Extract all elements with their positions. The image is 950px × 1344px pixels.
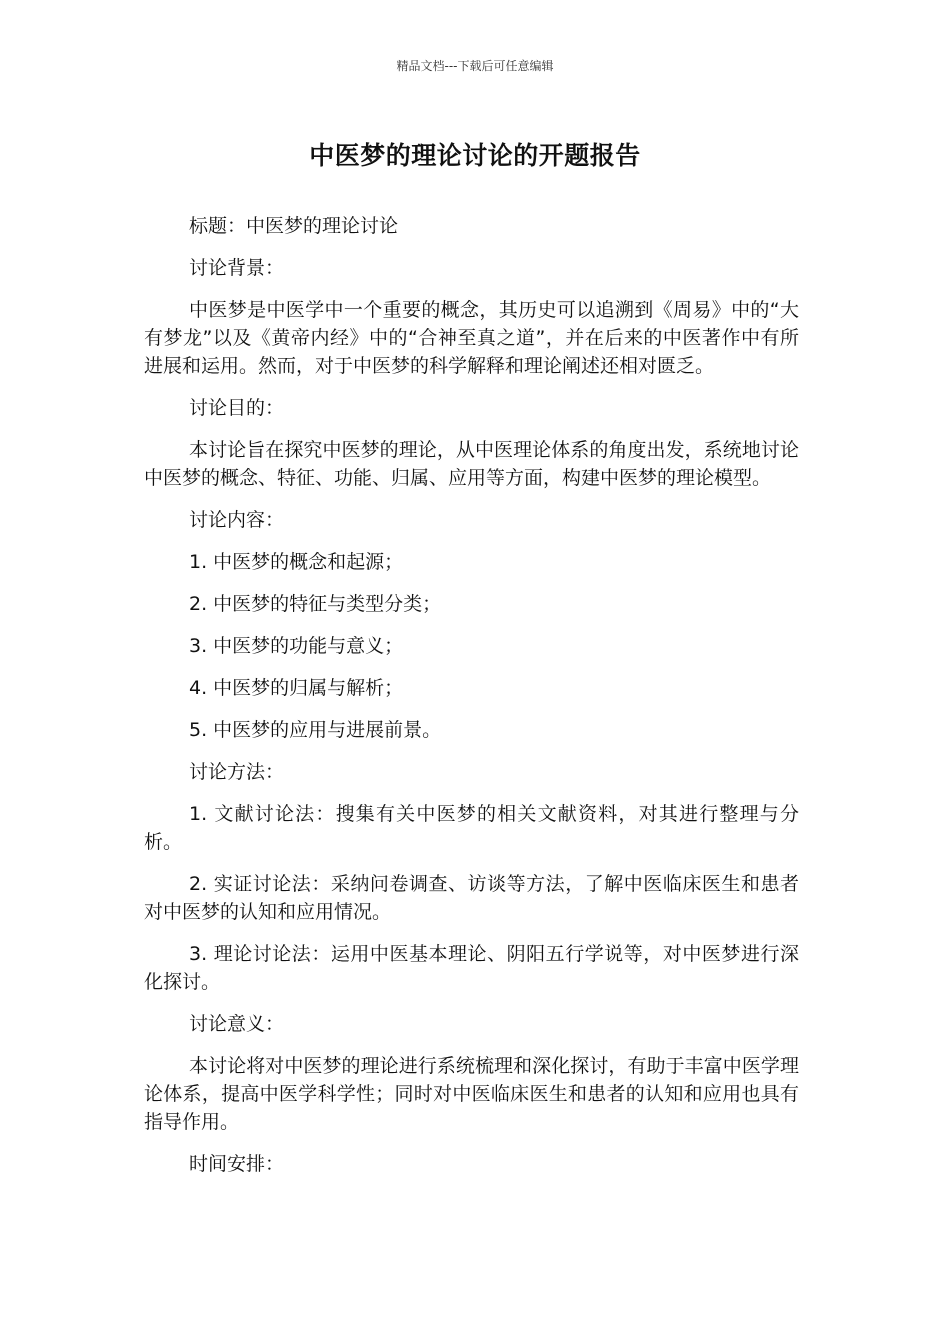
paragraph-purpose: 本讨论旨在探究中医梦的理论，从中医理论体系的角度出发，系统地讨论中医梦的概念、特征、功能、归属、应用等方面，构建中医梦的理论模型。 bbox=[144, 439, 799, 489]
list-item: 1. 中医梦的概念和起源； bbox=[189, 551, 404, 573]
heading-purpose: 讨论目的： bbox=[189, 397, 285, 419]
page-header-note: 精品文档---下载后可任意编辑 bbox=[396, 59, 554, 73]
heading-methods: 讨论方法： bbox=[189, 761, 285, 783]
method-item: 1. 文献讨论法：搜集有关中医梦的相关文献资料，对其进行整理与分析。 bbox=[144, 803, 799, 853]
list-item: 3. 中医梦的功能与意义； bbox=[189, 635, 404, 657]
heading-schedule: 时间安排： bbox=[189, 1153, 285, 1175]
list-item: 5. 中医梦的应用与进展前景。 bbox=[189, 719, 442, 741]
list-item: 4. 中医梦的归属与解析； bbox=[189, 677, 404, 699]
paragraph-background: 中医梦是中医学中一个重要的概念，其历史可以追溯到《周易》中的“大有梦龙”以及《黄帝内经》中的“合神至真之道”，并在后来的中医著作中有所进展和运用。然而，对于中医梦的科学解释和理论阐述还相对匮乏。 bbox=[144, 299, 799, 377]
heading-background: 讨论背景： bbox=[189, 257, 285, 279]
method-item: 3. 理论讨论法：运用中医基本理论、阴阳五行学说等，对中医梦进行深化探讨。 bbox=[144, 943, 799, 993]
method-item: 2. 实证讨论法：采纳问卷调查、访谈等方法，了解中医临床医生和患者对中医梦的认知和应用情况。 bbox=[144, 873, 799, 923]
heading-content: 讨论内容： bbox=[189, 509, 285, 531]
heading-significance: 讨论意义： bbox=[189, 1013, 285, 1035]
paragraph-title-line: 标题：中医梦的理论讨论 bbox=[189, 215, 399, 237]
list-item: 2. 中医梦的特征与类型分类； bbox=[189, 593, 442, 615]
document-title: 中医梦的理论讨论的开题报告 bbox=[309, 141, 641, 170]
paragraph-significance: 本讨论将对中医梦的理论进行系统梳理和深化探讨，有助于丰富中医学理论体系，提高中医学科学性；同时对中医临床医生和患者的认知和应用也具有指导作用。 bbox=[144, 1055, 799, 1133]
document-body bbox=[144, 212, 799, 1192]
